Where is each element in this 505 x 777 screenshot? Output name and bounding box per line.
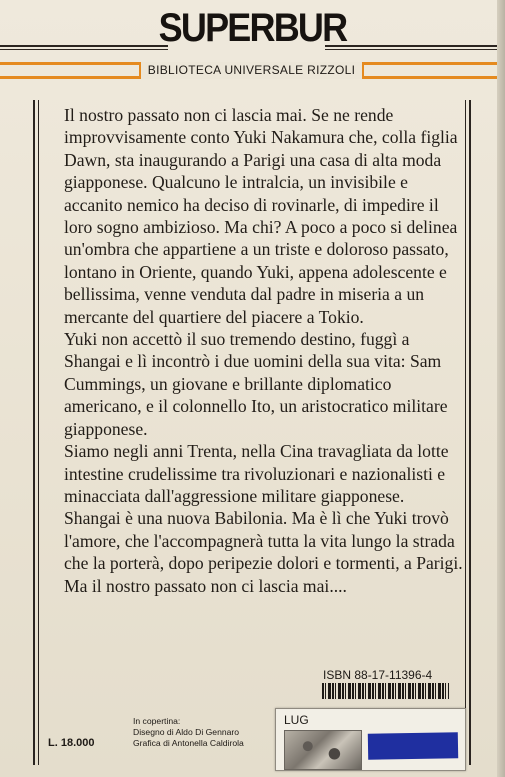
credits-illustration: Disegno di Aldo Di Gennaro	[133, 727, 240, 738]
collection-label: BIBLIOTECA UNIVERSALE RIZZOLI	[139, 62, 364, 79]
frame-line-right-inner	[465, 100, 466, 765]
price-label: L. 18.000	[48, 737, 95, 749]
cover-credits	[133, 716, 244, 750]
frame-line-left-inner	[38, 100, 39, 765]
collection-band	[0, 62, 505, 79]
credits-graphics: Grafica di Antonella Caldirola	[133, 738, 244, 749]
series-logo: SUPERBUR	[158, 6, 347, 50]
ink-redaction-mark	[368, 732, 458, 760]
barcode	[322, 683, 449, 699]
isbn-number: ISBN 88-17-11396-4	[323, 668, 433, 682]
synopsis-text	[64, 104, 464, 597]
frame-line-right	[469, 100, 471, 765]
synopsis-paragraph: Il nostro passato non ci lascia mai. Se ne rende improvvisamente conto Yuki Nakamura che, colla figlia Dawn, sta inaugurando a Parigi una casa di alta moda giapponese. Qualcuno le intralcia, un invisibile e accanito nemico ha deciso di rovinarle, di impedire il loro sogno ambizioso. Ma chi? A poco a poco si delinea un'ombra che appartiene a un triste e doloroso passato, lontano in Oriente, quando Yuki, appena adolescente e bellissima, venne venduta dal padre in miseria a un mercante del quartiere del piacere a Tokio.	[64, 105, 458, 327]
library-code: LUG	[284, 713, 309, 727]
library-sticker	[275, 708, 466, 771]
credits-heading: In copertina:	[133, 716, 181, 726]
stamp-image	[284, 730, 362, 770]
page-edge	[497, 0, 505, 777]
frame-line-left	[33, 100, 35, 765]
synopsis-paragraph: Siamo negli anni Trenta, nella Cina travagliata da lotte intestine crudelissime tra rivoluzionari e nazionalisti e minacciata dall'aggressione militare giapponese. Shangai è una nuova Babilonia. Ma è lì che Yuki trovò l'amore, che l'accompagnerà tutta la vita lungo la strada che la porterà, dopo peripezie dolori e tormenti, a Parigi. Ma il nostro passato non ci lascia mai....	[64, 441, 463, 596]
synopsis-paragraph: Yuki non accettò il suo tremendo destino, fuggì a Shangai e lì incontrò i due uomini della sua vita: Sam Cummings, un giovane e brillante diplomatico americano, e il colonnello Ito, un aristocratico militare giapponese.	[64, 329, 448, 439]
